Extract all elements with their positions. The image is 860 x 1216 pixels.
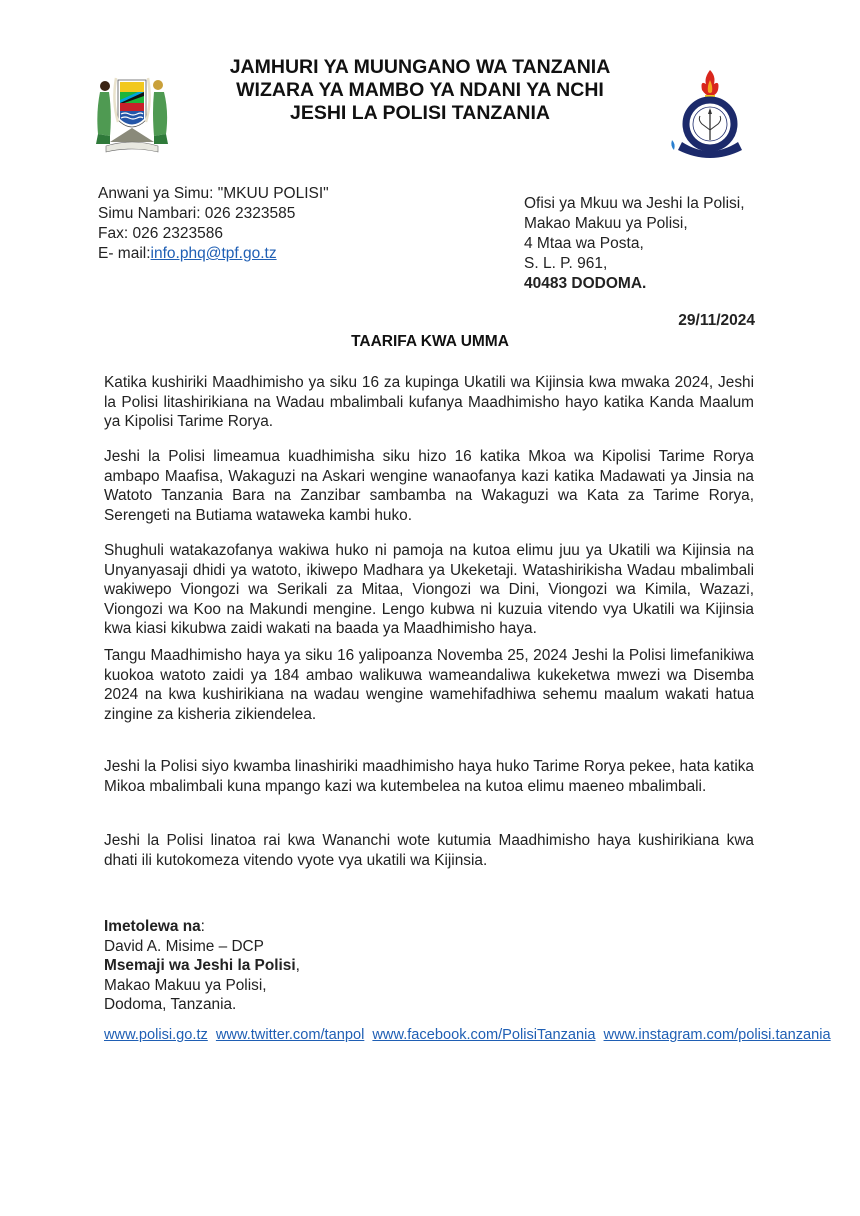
address-line: S. L. P. 961, [524,255,608,272]
address-line: Makao Makuu ya Polisi, [524,215,688,232]
header-police-force: JESHI LA POLISI TANZANIA [289,102,550,124]
email-link[interactable]: info.phq@tpf.go.tz [150,245,277,262]
signatory-role-row [104,956,300,976]
issued-by-colon: : [200,918,205,935]
header-country: JAMHURI YA MUUNGANO WA TANZANIA [229,56,611,78]
signatory-office: Makao Makuu ya Polisi, [104,976,267,994]
body-paragraph: Jeshi la Polisi linatoa rai kwa Wananchi wote kutumia Maadhimisho haya kushirikiana kwa dhati ili kutokomeza vitendo vyote vya ukatili wa Kijinsia. [104,832,754,869]
email-row [98,244,329,264]
fax-number: Fax: 026 2323586 [98,225,223,242]
signatory-role: Msemaji wa Jeshi la Polisi [104,957,296,974]
body-paragraph: Shughuli watakazofanya wakiwa huko ni pamoja na kutoa elimu juu ya Ukatili wa Kijinsia na Unyanyasaji dhidi ya watoto, ikiwepo Madhara ya Ukeketaji. Watashirikisha Wadau mbalimbali wakiwepo Viongozi wa Serikali za Mitaa, Viongozi wa Dini, Viongozi wa Kimila, Wazazi, Viongozi wa Koo na Makundi mengine. Lengo kubwa ni kuzuia vitendo vya Ukatili wa Kijinsia kwa kiasi kikubwa zaidi wakati na baada ya Maadhimisho haya. [104,542,754,637]
website-link[interactable]: www.polisi.go.tz [104,1027,208,1043]
body-paragraph: Tangu Maadhimisho haya ya siku 16 yalipoanza Novemba 25, 2024 Jeshi la Polisi limefanikiwa kuokoa watoto zaidi ya 184 ambao walikuwa wameandaliwa kukeketwa mwezi wa Disemba 2024 na kwa kushirikiana na wadau wengine wamehifadhiwa sehemu maalum wakati hatua zingine za kisheria zikiendelea. [104,647,754,723]
issued-by-row [104,917,300,937]
tanzania-coat-of-arms-icon [92,72,172,154]
address-line: Ofisi ya Mkuu wa Jeshi la Polisi, [524,195,745,212]
tanzania-police-badge-icon [660,68,760,160]
header-ministry: WIZARA YA MAMBO YA NDANI YA NCHI [236,79,604,101]
body-paragraph: Katika kushiriki Maadhimisho ya siku 16 za kupinga Ukatili wa Kijinsia kwa mwaka 2024, Jeshi la Polisi litashirikiana na Wadau mbalimbali kufanya Maadhimisho hayo katika Kanda Maalum ya Kipolisi Tarime Rorya. [104,374,754,430]
address-city: 40483 DODOMA. [524,275,647,292]
document-date: 29/11/2024 [678,312,755,329]
instagram-link[interactable]: www.instagram.com/polisi.tanzania [603,1027,831,1043]
telegram-address: Anwani ya Simu: "MKUU POLISI" [98,185,329,202]
twitter-link[interactable]: www.twitter.com/tanpol [215,1027,365,1043]
address-line: 4 Mtaa wa Posta, [524,235,644,252]
signatory-name: David A. Misime – DCP [104,937,264,955]
contact-details [98,184,329,264]
signatory-role-comma: , [295,957,300,974]
facebook-link[interactable]: www.facebook.com/PolisiTanzania [372,1027,596,1043]
issued-by-label: Imetolewa na [104,918,201,935]
body-paragraph: Jeshi la Polisi limeamua kuadhimisha siku hizo 16 katika Mkoa wa Kipolisi Tarime Rorya ambapo Maafisa, Wakaguzi na Askari wengine wanaofanya kazi katika Madawati ya Jinsia na Watoto Tanzania Bara na Zanzibar sambamba na Wakaguzi wa Kata za Tarime Rorya, Serengeti na Butiama wataweka kambi huko. [104,448,754,524]
document-title: TAARIFA KWA UMMA [351,333,509,350]
body-paragraph: Jeshi la Polisi siyo kwamba linashiriki maadhimisho haya huko Tarime Rorya pekee, hata katika Mikoa mbalimbali kuna mpango kazi wa kutembelea na kutoa elimu maeneo mbalimbali. [104,758,754,795]
signature-block [104,917,300,1015]
phone-number: Simu Nambari: 026 2323585 [98,205,296,222]
office-address [524,194,745,294]
letterhead-title [200,56,640,125]
signatory-location: Dodoma, Tanzania. [104,996,237,1013]
email-label: E- mail: [98,245,151,262]
footer-links [104,1027,835,1043]
